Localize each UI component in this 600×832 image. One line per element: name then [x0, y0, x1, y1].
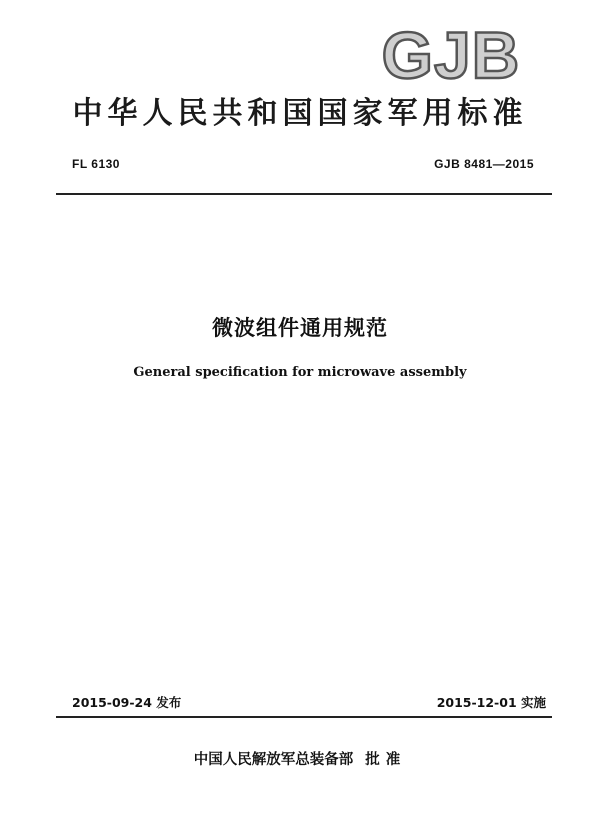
approving-authority: 中国人民解放军总装备部: [193, 752, 354, 768]
classification-code: FL 6130: [72, 157, 120, 171]
effective-date: 2015-12-01 实施: [436, 695, 546, 710]
gjb-logo: [372, 20, 530, 90]
document-title-chinese: 微波组件通用规范: [212, 316, 388, 340]
standard-category-title: 中华人民共和国国家军用标准: [72, 96, 528, 131]
document-title-english: General specification for microwave assembly: [133, 365, 467, 380]
top-divider: [56, 193, 552, 195]
gjb-logo-graphic: [372, 20, 530, 90]
gjb-logo-text: GJB: [381, 20, 521, 90]
approval-line: [0, 748, 600, 769]
issue-date: 2015-09-24 发布: [72, 695, 182, 710]
standard-number: GJB 8481—2015: [434, 157, 534, 171]
bottom-divider: [56, 716, 552, 718]
approval-word: 批准: [365, 752, 407, 768]
